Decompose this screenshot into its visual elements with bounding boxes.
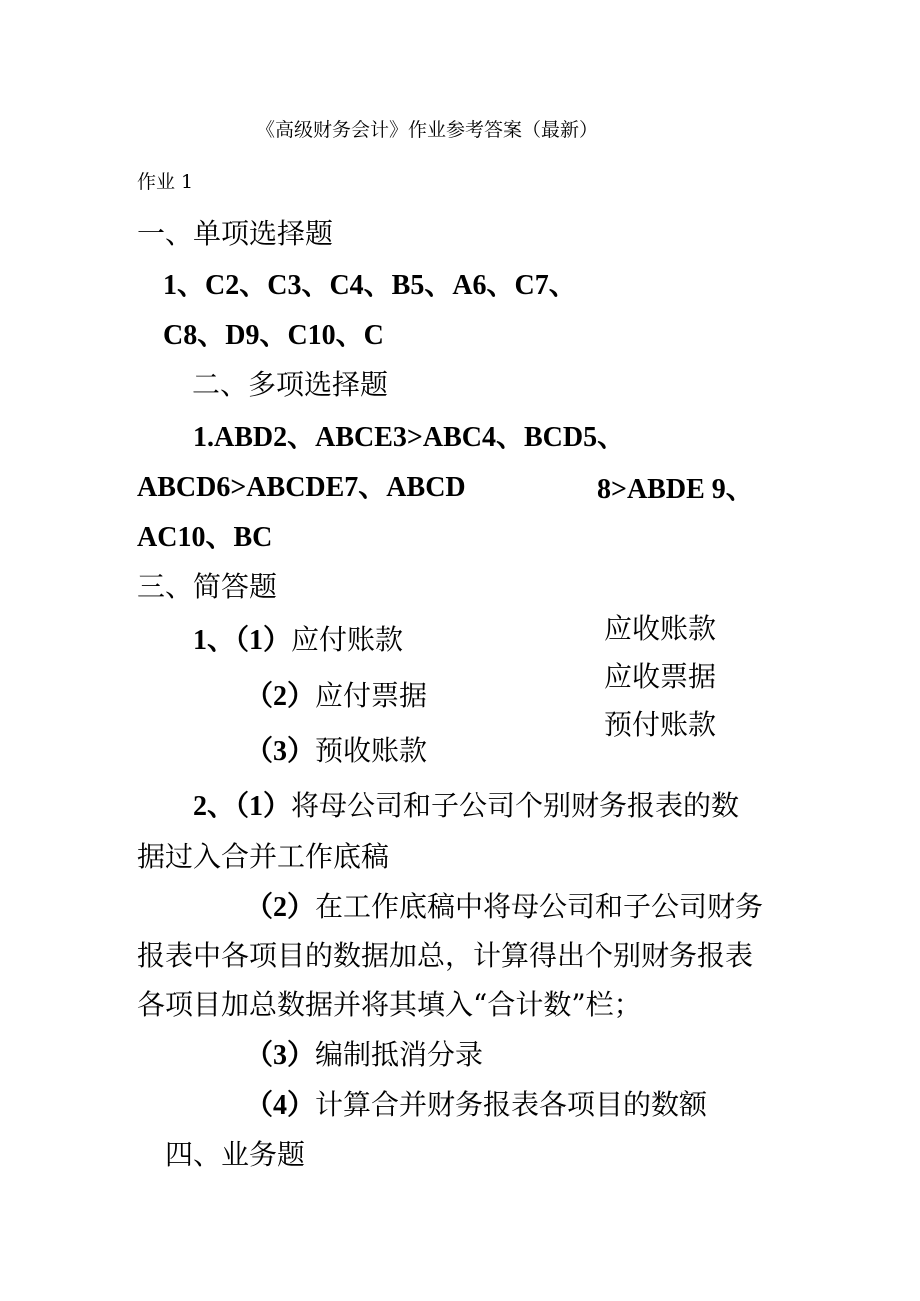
document-title: 《高级财务会计》作业参考答案（最新） xyxy=(256,119,599,141)
q1-right1: 应收账款 xyxy=(604,612,717,645)
q2-step4 xyxy=(245,1088,708,1121)
q1-item2 xyxy=(245,679,428,712)
q2-step4-text: 计算合并财务报表各项目的数额 xyxy=(315,1088,708,1121)
q1-item3-num: （3） xyxy=(245,736,316,767)
q1-item3-text: 预收账款 xyxy=(315,734,428,767)
section1-answers-line2: C8、D9、C10、C xyxy=(163,320,384,351)
q2-step2-num: （2） xyxy=(245,892,316,923)
q1-item1-num: （1） xyxy=(235,625,292,656)
q2-step2-line2: 报表中各项目的数据加总，计算得出个别财务报表 xyxy=(137,939,754,972)
q2-step1-line2: 据过入合并工作底稿 xyxy=(137,840,390,873)
q1-prefix: 1、 xyxy=(193,625,236,656)
q2-step2-text1: 在工作底稿中将母公司和子公司财务 xyxy=(315,890,764,923)
q2-step1-num: （1） xyxy=(235,791,292,822)
q2-step3 xyxy=(245,1038,484,1071)
q1-right3: 预付账款 xyxy=(604,708,717,741)
q2-step2-line3: 各项目加总数据并将其填入“合计数”栏； xyxy=(137,988,642,1021)
q2-prefix: 2、 xyxy=(193,791,236,822)
section4-heading: 四、业务题 xyxy=(165,1138,306,1171)
q1-item2-text: 应付票据 xyxy=(315,679,428,712)
section1-answers-line1: 1、C2、C3、C4、B5、A6、C7、 xyxy=(163,270,577,301)
q2-step1-line1 xyxy=(193,789,740,822)
section2-answers-line2a: ABCD6>ABCDE7、ABCD xyxy=(137,472,466,503)
section2-answers-line1: 1.ABD2、ABCE3>ABC4、BCD5、 xyxy=(193,422,626,453)
section2-answers-line2b: 8>ABDE 9、 xyxy=(597,474,754,505)
q1-item2-num: （2） xyxy=(245,681,316,712)
q1-item1-text: 应付账款 xyxy=(291,623,404,656)
q2-step4-num: （4） xyxy=(245,1090,316,1121)
assignment-label: 作业 1 xyxy=(137,171,194,193)
section3-heading: 三、简答题 xyxy=(137,570,278,603)
q2-step1-text1: 将母公司和子公司个别财务报表的数 xyxy=(291,789,740,822)
q1-right2: 应收票据 xyxy=(604,660,717,693)
q1-item1 xyxy=(193,623,404,656)
section1-heading: 一、单项选择题 xyxy=(137,217,334,250)
q2-step3-text: 编制抵消分录 xyxy=(315,1038,484,1071)
section2-answers-line3: AC10、BC xyxy=(137,522,273,553)
q2-step3-num: （3） xyxy=(245,1040,316,1071)
q2-step2-line1 xyxy=(245,890,764,923)
section2-heading: 二、多项选择题 xyxy=(192,368,389,401)
q1-item3 xyxy=(245,734,428,767)
